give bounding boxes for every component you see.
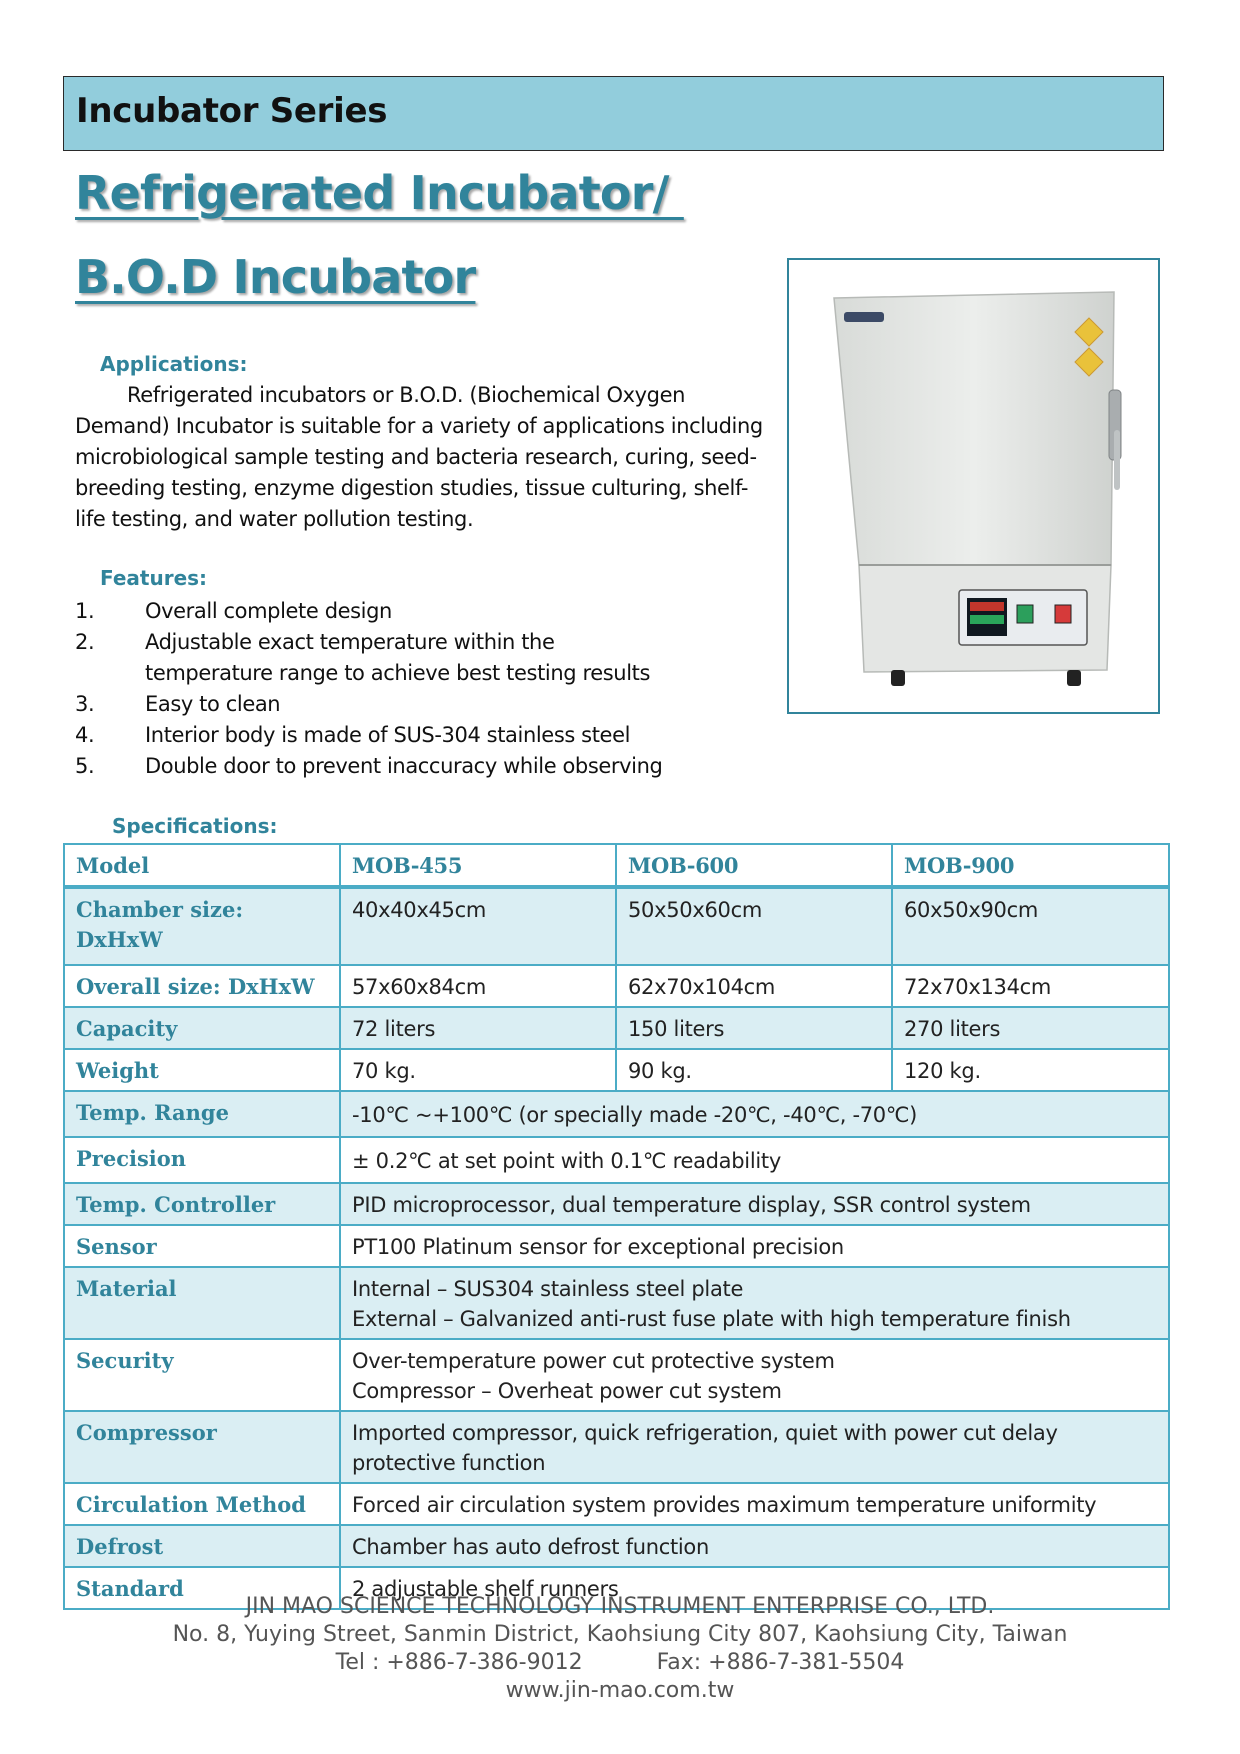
- table-cell: 60x50x90cm: [892, 887, 1169, 965]
- item-number: 4.: [75, 723, 95, 747]
- row-label: Security: [64, 1339, 340, 1411]
- table-cell: 2 adjustable shelf runners: [340, 1567, 1169, 1609]
- table-cell: 270 liters: [892, 1007, 1169, 1049]
- model-cell: MOB-455: [340, 844, 616, 887]
- table-row: [64, 1183, 1169, 1225]
- applications-body: Refrigerated incubators or B.O.D. (Biochemical Oxygen Demand) Incubator is suitable for a variety of applications including microbiological sample testing and bacteria research, curing, seed-breeding testing, enzyme digestion studies, tissue culturing, shelf-life testing, and water pollution testing.: [75, 383, 763, 531]
- fax-number: Fax: +886-7-381-5504: [656, 1650, 905, 1675]
- features-heading: Features:: [100, 566, 208, 590]
- table-header-row: [64, 844, 1169, 887]
- company-name: JIN MAO SCIENCE TECHNOLOGY INSTRUMENT ENTERPRISE CO., LTD.: [245, 1594, 995, 1619]
- table-row: [64, 1049, 1169, 1091]
- model-cell: MOB-600: [616, 844, 892, 887]
- row-label: Material: [64, 1267, 340, 1339]
- item-number: 5.: [75, 754, 95, 778]
- table-row: [64, 965, 1169, 1007]
- table-cell: 72 liters: [340, 1007, 616, 1049]
- table-cell: PT100 Platinum sensor for exceptional precision: [340, 1225, 1169, 1267]
- applications-heading: Applications:: [100, 352, 248, 376]
- website-link[interactable]: www.jin-mao.com.tw: [505, 1678, 735, 1703]
- table-cell: Imported compressor, quick refrigeration, quiet with power cut delay protective function: [340, 1411, 1169, 1483]
- item-text: Adjustable exact temperature within the temperature range to achieve best testing results: [145, 630, 651, 685]
- cell-line: External – Galvanized anti-rust fuse plate with high temperature finish: [352, 1307, 1071, 1331]
- company-address: No. 8, Yuying Street, Sanmin District, Kaohsiung City 807, Kaohsiung City, Taiwan: [172, 1622, 1068, 1647]
- row-label: Standard: [64, 1567, 340, 1609]
- series-band: [63, 76, 1164, 151]
- table-cell: -10℃ ~+100℃ (or specially made -20℃, -40℃, -70℃): [340, 1091, 1169, 1137]
- footer: [0, 1593, 1240, 1705]
- row-label: Circulation Method: [64, 1483, 340, 1525]
- model-cell: MOB-900: [892, 844, 1169, 887]
- item-number: 2.: [75, 630, 95, 654]
- row-label: Chamber size: DxHxW: [64, 887, 340, 965]
- row-label: Weight: [64, 1049, 340, 1091]
- features-list: [75, 596, 775, 782]
- table-row: [64, 1339, 1169, 1411]
- table-row: [64, 1225, 1169, 1267]
- row-label: Precision: [64, 1137, 340, 1183]
- row-label: Compressor: [64, 1411, 340, 1483]
- product-photo: [787, 258, 1160, 714]
- table-cell: 57x60x84cm: [340, 965, 616, 1007]
- table-cell: 70 kg.: [340, 1049, 616, 1091]
- row-label: Capacity: [64, 1007, 340, 1049]
- row-label: Temp. Controller: [64, 1183, 340, 1225]
- row-label: Defrost: [64, 1525, 340, 1567]
- table-cell: ± 0.2℃ at set point with 0.1℃ readability: [340, 1137, 1169, 1183]
- table-row: [64, 1091, 1169, 1137]
- cell-line: Compressor – Overheat power cut system: [352, 1379, 782, 1403]
- item-number: 3.: [75, 692, 95, 716]
- list-item: [75, 627, 775, 689]
- table-cell: [340, 1267, 1169, 1339]
- table-cell: 72x70x134cm: [892, 965, 1169, 1007]
- spec-table: [63, 843, 1170, 1610]
- specifications-heading: Specifications:: [112, 814, 278, 838]
- item-number: 1.: [75, 599, 95, 623]
- table-row: [64, 1411, 1169, 1483]
- list-item: [75, 689, 775, 720]
- item-text: Easy to clean: [145, 692, 281, 716]
- table-row: [64, 1267, 1169, 1339]
- table-cell: 150 liters: [616, 1007, 892, 1049]
- cell-line: Over-temperature power cut protective system: [352, 1349, 835, 1373]
- table-row: [64, 887, 1169, 965]
- item-text: Double door to prevent inaccuracy while observing: [145, 754, 663, 778]
- item-text: Interior body is made of SUS-304 stainless steel: [145, 723, 631, 747]
- item-text: Overall complete design: [145, 599, 392, 623]
- list-item: [75, 751, 775, 782]
- row-label: Model: [64, 844, 340, 887]
- table-row: [64, 1483, 1169, 1525]
- row-label: Sensor: [64, 1225, 340, 1267]
- table-cell: PID microprocessor, dual temperature display, SSR control system: [340, 1183, 1169, 1225]
- table-cell: 120 kg.: [892, 1049, 1169, 1091]
- incubator-illustration: [789, 260, 1158, 712]
- series-title: Incubator Series: [76, 91, 388, 131]
- product-title-line2: B.O.D Incubator: [75, 250, 476, 304]
- row-label: Temp. Range: [64, 1091, 340, 1137]
- table-cell: Chamber has auto defrost function: [340, 1525, 1169, 1567]
- table-cell: 50x50x60cm: [616, 887, 892, 965]
- table-cell: 62x70x104cm: [616, 965, 892, 1007]
- phone-number: Tel : +886-7-386-9012: [335, 1650, 583, 1675]
- table-cell: [340, 1339, 1169, 1411]
- table-cell: 90 kg.: [616, 1049, 892, 1091]
- applications-text: [75, 380, 775, 535]
- table-row: [64, 1525, 1169, 1567]
- contact-row: [0, 1649, 1240, 1677]
- table-cell: 40x40x45cm: [340, 887, 616, 965]
- list-item: [75, 596, 775, 627]
- table-row: [64, 1007, 1169, 1049]
- table-cell: Forced air circulation system provides maximum temperature uniformity: [340, 1483, 1169, 1525]
- cell-line: Internal – SUS304 stainless steel plate: [352, 1277, 744, 1301]
- table-row: [64, 1137, 1169, 1183]
- product-title-line1: Refrigerated Incubator/: [75, 166, 684, 220]
- list-item: [75, 720, 775, 751]
- row-label: Overall size: DxHxW: [64, 965, 340, 1007]
